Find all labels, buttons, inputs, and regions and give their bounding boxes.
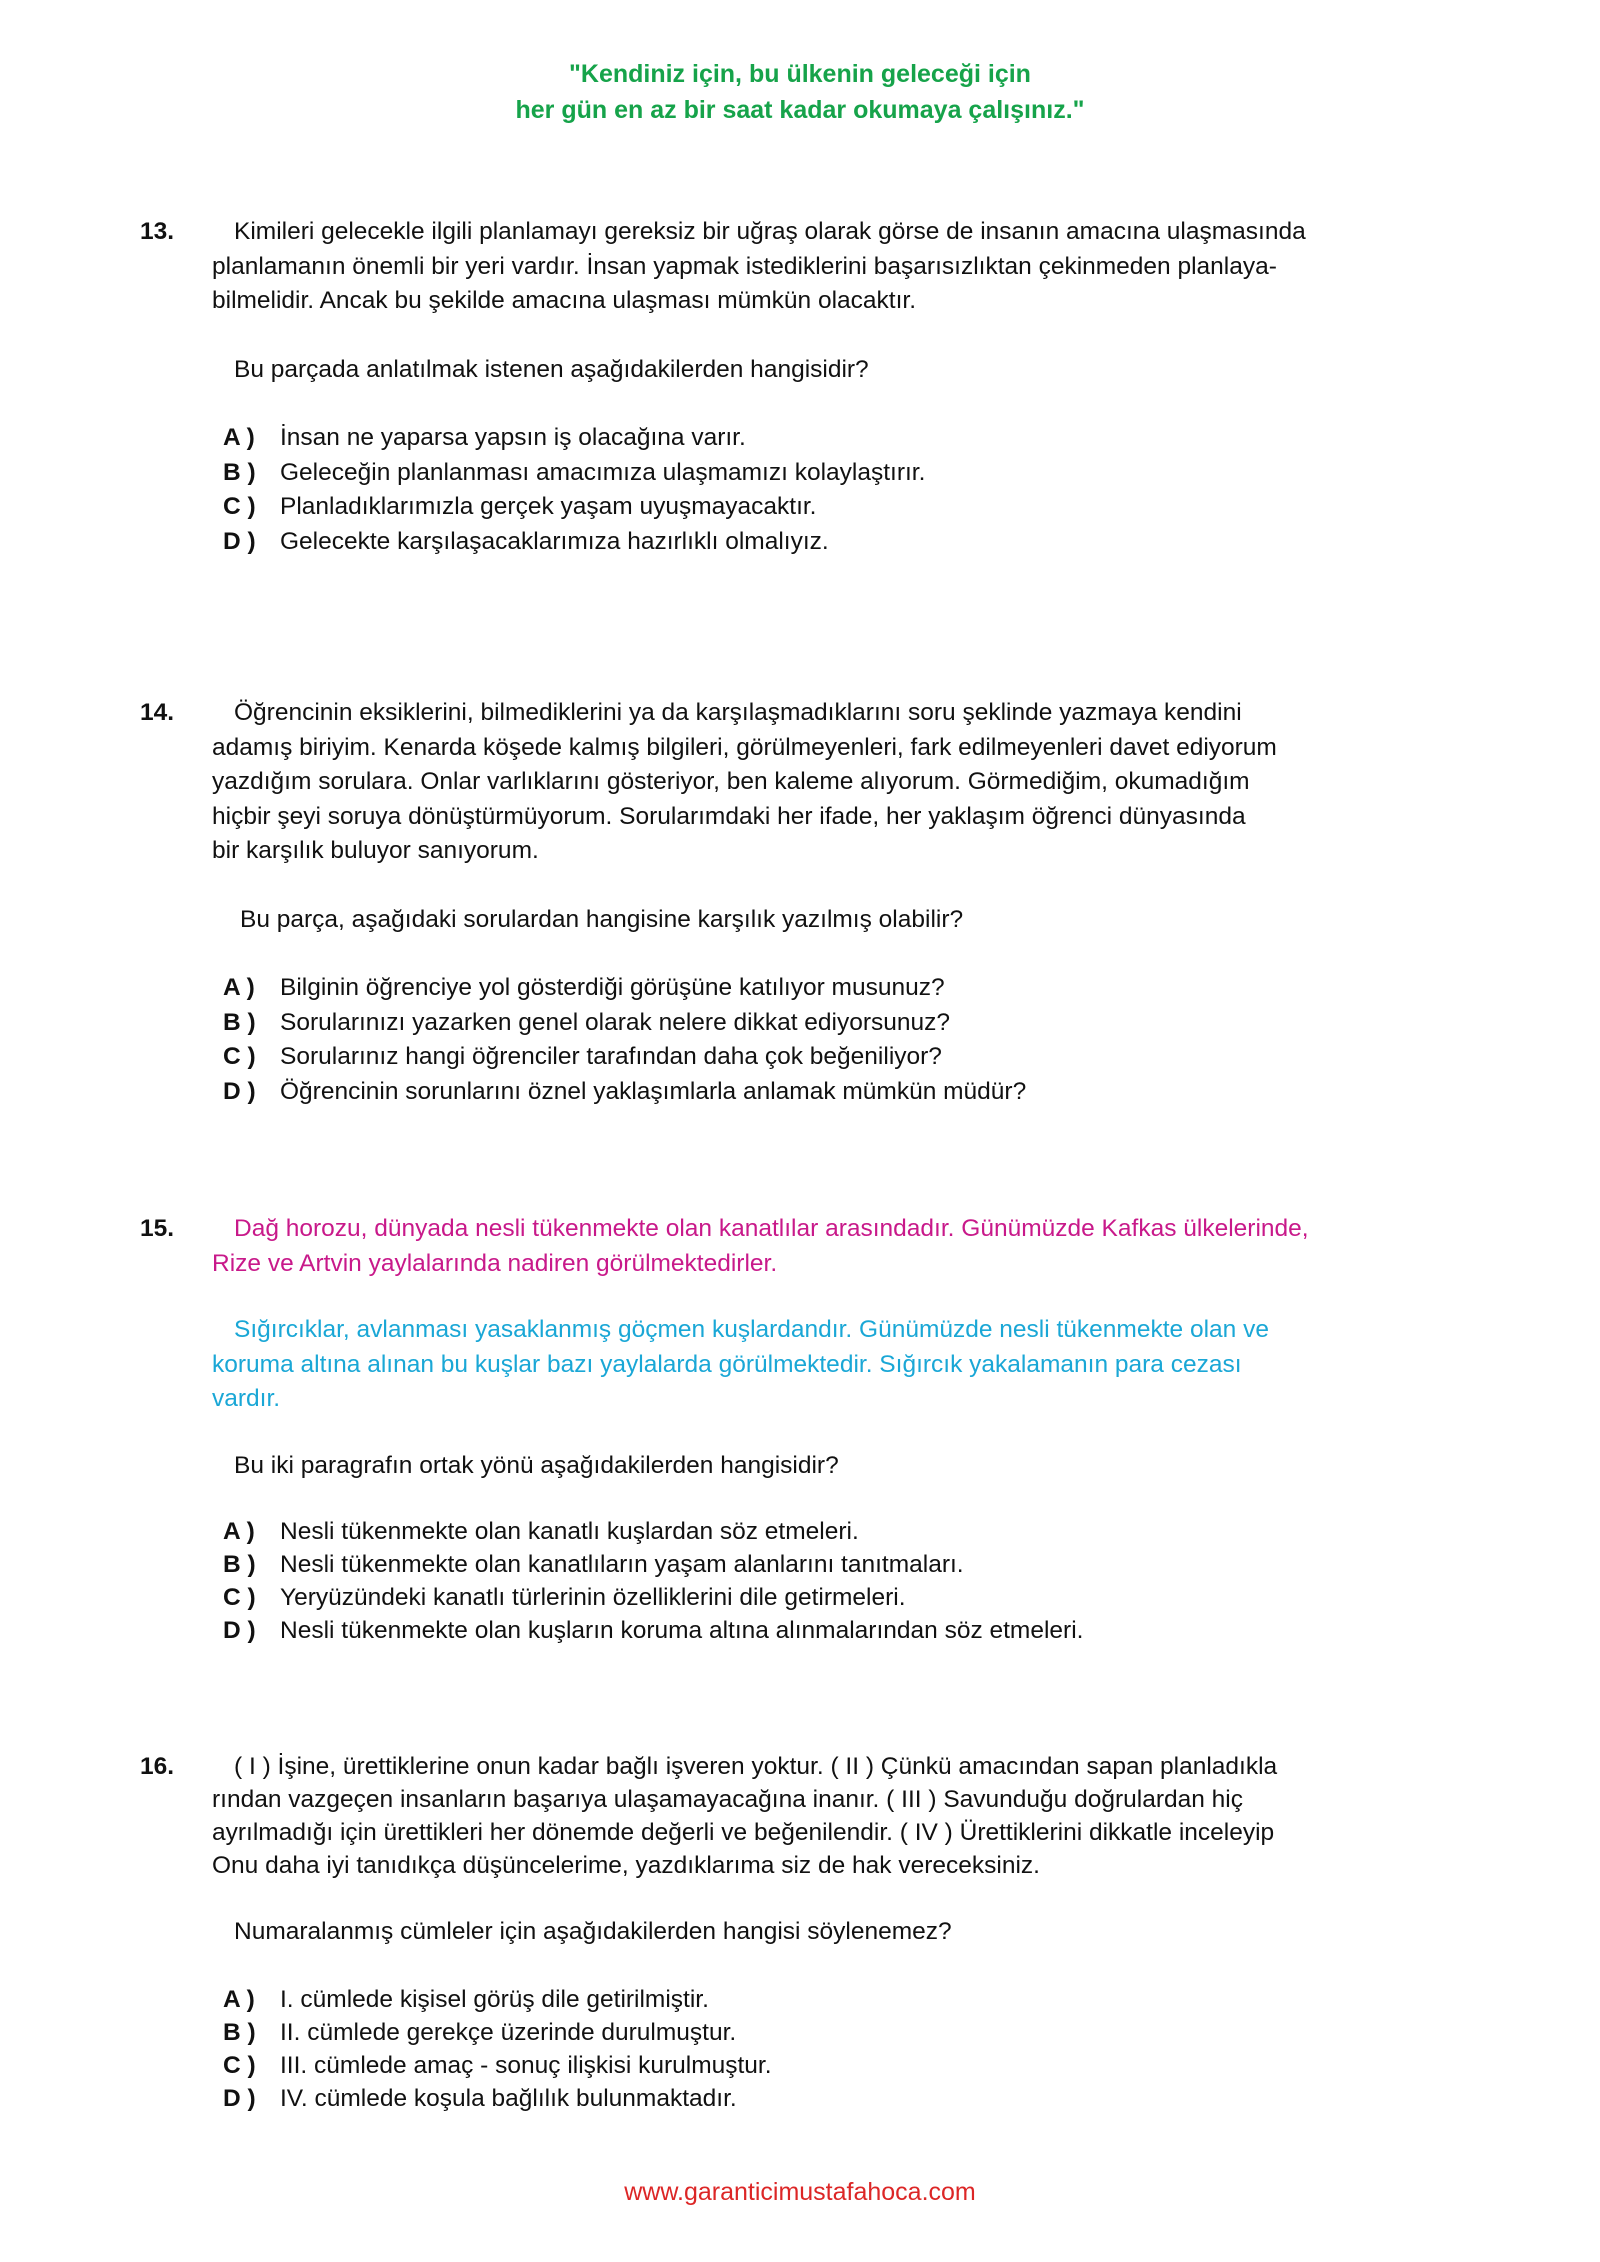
option-b[interactable] bbox=[223, 2016, 1452, 2049]
question-stem: Bu parça, aşağıdaki sorulardan hangisine karşılık yazılmış olabilir? bbox=[240, 905, 964, 933]
option-label: C ) bbox=[223, 1043, 256, 1070]
question-number: 14. bbox=[140, 699, 175, 726]
passage-line: ( I ) İşine, ürettiklerine onun kadar bağlı işveren yoktur. ( II ) Çünkü amacından sapan planladıkla bbox=[234, 1753, 1278, 1780]
passage-line: Dağ horozu, dünyada nesli tükenmekte olan kanatlılar arasındadır. Günümüzde Kafkas ülkelerinde, bbox=[234, 1215, 1309, 1242]
option-label: A ) bbox=[223, 1518, 255, 1545]
option-text: III. cümlede amaç - sonuç ilişkisi kurulmuştur. bbox=[280, 2051, 772, 2079]
question-stem: Numaralanmış cümleler için aşağıdakilerden hangisi söylenemez? bbox=[234, 1918, 952, 1945]
option-label: D ) bbox=[223, 527, 256, 555]
passage-line: yazdığım sorulara. Onlar varlıklarını gösteriyor, ben kaleme alıyorum. Görmediğim, okumadığım bbox=[212, 768, 1250, 795]
option-text: Geleceğin planlanması amacımıza ulaşmamızı kolaylaştırır. bbox=[280, 458, 926, 486]
option-label: D ) bbox=[223, 1077, 256, 1105]
option-text: IV. cümlede koşula bağlılık bulunmaktadır. bbox=[280, 2084, 737, 2112]
passage-line: bir karşılık buluyor sanıyorum. bbox=[212, 837, 539, 864]
option-label: B ) bbox=[223, 1008, 256, 1036]
passage-line: planlamanın önemli bir yeri vardır. İnsan yapmak istediklerini başarısızlıktan çekinmeden planlaya- bbox=[212, 252, 1277, 280]
passage-line: Öğrencinin eksiklerini, bilmediklerini ya da karşılaşmadıklarını soru şeklinde yazmaya kendini bbox=[234, 699, 1242, 726]
option-c[interactable] bbox=[223, 2049, 1452, 2082]
option-text: Bilginin öğrenciye yol gösterdiği görüşüne katılıyor musunuz? bbox=[280, 974, 945, 1001]
option-b[interactable] bbox=[223, 456, 1452, 491]
option-label: B ) bbox=[223, 1551, 256, 1578]
passage-line: koruma altına alınan bu kuşlar bazı yaylalarda görülmektedir. Sığırcık yakalamanın para cezası bbox=[212, 1350, 1242, 1378]
option-d[interactable] bbox=[223, 525, 1452, 560]
question-number: 15. bbox=[140, 1215, 175, 1242]
answer-options bbox=[212, 1983, 1452, 2115]
passage-line: adamış biriyim. Kenarda köşede kalmış bilgileri, görülmeyenleri, fark edilmeyenleri davet ediyorum bbox=[212, 733, 1277, 761]
option-label: B ) bbox=[223, 2018, 256, 2046]
motto-header bbox=[0, 56, 1600, 128]
option-text: Nesli tükenmekte olan kanatlıların yaşam alanlarını tanıtmaları. bbox=[280, 1551, 964, 1578]
passage-line: Onu daha iyi tanıdıkça düşüncelerime, yazdıklarıma siz de hak vereceksiniz. bbox=[212, 1852, 1040, 1879]
option-label: C ) bbox=[223, 1584, 256, 1611]
answer-options bbox=[212, 1515, 1452, 1647]
option-label: C ) bbox=[223, 493, 256, 520]
passage-line: hiçbir şeyi soruya dönüştürmüyorum. Sorularımdaki her ifade, her yaklaşım öğrenci dünyasında bbox=[212, 802, 1246, 830]
question-stem: Bu parçada anlatılmak istenen aşağıdakilerden hangisidir? bbox=[234, 355, 869, 383]
option-text: Sorularınızı yazarken genel olarak nelere dikkat ediyorsunuz? bbox=[280, 1008, 951, 1036]
option-label: A ) bbox=[223, 1985, 255, 2013]
option-text: Nesli tükenmekte olan kuşların koruma altına alınmalarından söz etmeleri. bbox=[280, 1617, 1084, 1644]
option-text: Nesli tükenmekte olan kanatlı kuşlardan söz etmeleri. bbox=[280, 1518, 859, 1545]
option-c[interactable] bbox=[223, 490, 1452, 525]
passage-line: Sığırcıklar, avlanması yasaklanmış göçmen kuşlardandır. Günümüzde nesli tükenmekte olan ve bbox=[234, 1316, 1269, 1343]
option-d[interactable] bbox=[223, 2082, 1452, 2115]
option-label: B ) bbox=[223, 458, 256, 486]
option-a[interactable] bbox=[223, 971, 1452, 1006]
question-number: 13. bbox=[140, 218, 175, 245]
passage-line: Rize ve Artvin yaylalarında nadiren görülmektedirler. bbox=[212, 1249, 778, 1277]
option-text: II. cümlede gerekçe üzerinde durulmuştur. bbox=[280, 2018, 737, 2046]
question-stem: Bu iki paragrafın ortak yönü aşağıdakilerden hangisidir? bbox=[234, 1451, 839, 1479]
passage-line: Kimileri gelecekle ilgili planlamayı gereksiz bir uğraş olarak görse de insanın amacına ulaşmasında bbox=[234, 218, 1306, 245]
website-footer-link[interactable]: www.garanticimustafahoca.com bbox=[624, 2178, 976, 2206]
option-text: Gelecekte karşılaşacaklarımıza hazırlıklı olmalıyız. bbox=[280, 527, 829, 555]
option-d[interactable] bbox=[223, 1614, 1452, 1647]
option-d[interactable] bbox=[223, 1075, 1452, 1110]
option-label: A ) bbox=[223, 424, 255, 451]
option-label: C ) bbox=[223, 2051, 256, 2079]
option-text: İnsan ne yaparsa yapsın iş olacağına varır. bbox=[280, 424, 746, 451]
passage-line: bilmelidir. Ancak bu şekilde amacına ulaşması mümkün olacaktır. bbox=[212, 287, 917, 314]
option-a[interactable] bbox=[223, 1515, 1452, 1548]
option-c[interactable] bbox=[223, 1581, 1452, 1614]
answer-options bbox=[212, 421, 1452, 559]
passage-line: rından vazgeçen insanların başarıya ulaşamayacağına inanır. ( III ) Savunduğu doğrulardan hiç bbox=[212, 1786, 1243, 1813]
option-a[interactable] bbox=[223, 421, 1452, 456]
option-text: Sorularınız hangi öğrenciler tarafından daha çok beğeniliyor? bbox=[280, 1043, 942, 1070]
option-b[interactable] bbox=[223, 1006, 1452, 1041]
option-text: Öğrencinin sorunlarını öznel yaklaşımlarla anlamak mümkün müdür? bbox=[280, 1077, 1027, 1105]
option-text: Yeryüzündeki kanatlı türlerinin özelliklerini dile getirmeleri. bbox=[280, 1584, 906, 1611]
motto-line-1: "Kendiniz için, bu ülkenin geleceği için bbox=[569, 60, 1031, 88]
option-text: Planladıklarımızla gerçek yaşam uyuşmayacaktır. bbox=[280, 493, 817, 520]
option-text: I. cümlede kişisel görüş dile getirilmiştir. bbox=[280, 1985, 709, 2013]
answer-options bbox=[212, 971, 1452, 1109]
option-label: D ) bbox=[223, 1617, 256, 1644]
option-c[interactable] bbox=[223, 1040, 1452, 1075]
option-a[interactable] bbox=[223, 1983, 1452, 2016]
option-b[interactable] bbox=[223, 1548, 1452, 1581]
option-label: A ) bbox=[223, 974, 255, 1001]
option-label: D ) bbox=[223, 2084, 256, 2112]
passage-line: vardır. bbox=[212, 1385, 281, 1412]
passage-line: ayrılmadığı için ürettikleri her dönemde değerli ve beğenilendir. ( IV ) Ürettiklerini dikkatle inceleyip bbox=[212, 1819, 1275, 1846]
question-number: 16. bbox=[140, 1753, 175, 1780]
motto-line-2: her gün en az bir saat kadar okumaya çalışınız." bbox=[515, 96, 1085, 124]
